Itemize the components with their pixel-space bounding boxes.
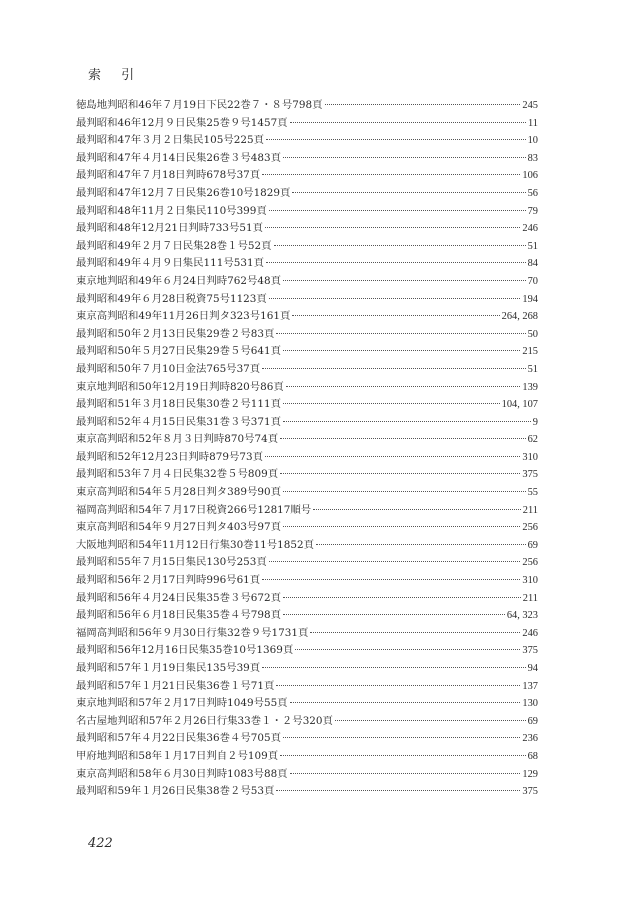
case-citation: 東京地判昭和57年２月17日判時1049号55頁 — [76, 697, 288, 710]
case-citation: 最判昭和52年４月15日民集31巻３号371頁 — [76, 415, 281, 428]
page-reference: 106 — [522, 170, 538, 182]
index-entry — [76, 766, 538, 784]
page-reference: 84 — [527, 258, 538, 270]
case-citation: 最判昭和49年６月28日税資75号1123頁 — [76, 292, 267, 305]
page-reference: 256 — [522, 522, 538, 534]
page-reference: 194 — [522, 293, 538, 305]
dot-leader — [283, 403, 500, 404]
index-entry — [76, 97, 538, 115]
page-reference: 55 — [527, 487, 538, 499]
index-entry — [76, 132, 538, 150]
running-header: 索 引 — [88, 68, 143, 83]
index-entry — [76, 730, 538, 748]
page-reference: 310 — [522, 575, 538, 587]
index-entry — [76, 466, 538, 484]
case-citation: 最判昭和57年１月19日集民135号39頁 — [76, 662, 261, 674]
page-reference: 375 — [522, 645, 538, 657]
case-citation: 最判昭和48年11月２日集民110号399頁 — [76, 204, 267, 217]
dot-leader — [276, 685, 520, 686]
index-entry — [76, 678, 538, 696]
dot-leader — [280, 755, 525, 756]
dot-leader — [290, 122, 526, 123]
case-citation: 東京地判昭和50年12月19日判時820号86頁 — [76, 380, 284, 393]
case-citation: 最判昭和49年４月９日集民111号531頁 — [76, 257, 264, 270]
index-entry — [76, 713, 538, 731]
case-citation: 東京高判昭和54年５月28日判タ389号90頁 — [76, 486, 281, 499]
dot-leader — [316, 544, 526, 545]
index-entry — [76, 308, 538, 326]
page-reference: 104, 107 — [501, 399, 538, 411]
dot-leader — [283, 737, 520, 738]
page-reference: 129 — [522, 768, 538, 780]
index-entry — [76, 502, 538, 520]
dot-leader — [290, 702, 521, 703]
dot-leader — [283, 157, 526, 158]
case-citation: 最判昭和47年12月７日民集26巻10号1829頁 — [76, 186, 291, 199]
case-citation: 最判昭和50年７月10日金法765号37頁 — [76, 362, 261, 375]
index-entry — [76, 625, 538, 643]
case-citation: 最判昭和50年５月27日民集29巻５号641頁 — [76, 345, 281, 358]
dot-leader — [286, 386, 521, 387]
dot-leader — [276, 790, 520, 791]
index-entry — [76, 607, 538, 625]
dot-leader — [283, 491, 526, 492]
index-entry — [76, 660, 538, 678]
page-reference: 139 — [522, 381, 538, 393]
dot-leader — [262, 579, 520, 580]
page-reference: 130 — [522, 698, 538, 710]
page-reference: 246 — [522, 223, 538, 235]
dot-leader — [262, 174, 520, 175]
page-reference: 211 — [522, 504, 538, 516]
index-entry — [76, 554, 538, 572]
page-reference: 50 — [527, 328, 538, 340]
page-reference: 215 — [522, 346, 538, 358]
index-entry — [76, 326, 538, 344]
page-reference: 10 — [527, 135, 538, 147]
case-citation: 大阪地判昭和54年11月12日行集30巻11号1852頁 — [76, 538, 315, 551]
index-entry — [76, 255, 538, 273]
case-citation: 最判昭和49年２月７日民集28巻１号52頁 — [76, 239, 272, 252]
dot-leader — [274, 245, 526, 246]
dot-leader — [262, 667, 525, 668]
case-citation: 名古屋地判昭和57年２月26日行集33巻１・２号320頁 — [76, 714, 333, 727]
index-entry — [76, 115, 538, 133]
page-reference: 375 — [522, 786, 538, 798]
index-entry — [76, 291, 538, 309]
dot-leader — [292, 192, 525, 193]
dot-leader — [280, 473, 520, 474]
case-citation: 徳島地判昭和46年７月19日下民22巻７・８号798頁 — [76, 99, 323, 111]
page-reference: 69 — [527, 539, 538, 551]
case-citation: 甲府地判昭和58年１月17日判自２号109頁 — [76, 749, 279, 762]
page-reference: 264, 268 — [501, 311, 538, 323]
index-entry — [76, 343, 538, 361]
case-citation: 最判昭和55年７月15日集民130号253頁 — [76, 556, 267, 569]
index-entry — [76, 273, 538, 291]
dot-leader — [325, 104, 521, 105]
page-reference: 56 — [527, 187, 538, 199]
case-citation: 最判昭和52年12月23日判時879号73頁 — [76, 450, 264, 463]
case-citation: 最判昭和56年６月18日民集35巻４号798頁 — [76, 609, 281, 622]
page-reference: 211 — [522, 592, 538, 604]
dot-leader — [280, 438, 525, 439]
dot-leader — [295, 649, 520, 650]
index-entry — [76, 361, 538, 379]
page-reference: 51 — [527, 240, 538, 252]
index-entry — [76, 642, 538, 660]
case-citation: 最判昭和57年１月21日民集36巻１号71頁 — [76, 679, 275, 692]
index-entry — [76, 449, 538, 467]
page-reference: 70 — [527, 275, 538, 287]
case-citation: 最判昭和59年１月26日民集38巻２号53頁 — [76, 785, 275, 798]
page-reference: 137 — [522, 680, 538, 692]
page-reference: 69 — [527, 715, 538, 727]
case-citation: 東京地判昭和49年６月24日判時762号48頁 — [76, 274, 281, 287]
page-reference: 79 — [527, 205, 538, 217]
index-entry — [76, 783, 538, 801]
page-reference: 245 — [522, 100, 538, 111]
dot-leader — [266, 262, 526, 263]
case-citation: 最判昭和56年４月24日民集35巻３号672頁 — [76, 591, 281, 604]
case-citation: 最判昭和50年２月13日民集29巻２号83頁 — [76, 327, 275, 340]
dot-leader — [292, 315, 499, 316]
page-reference: 62 — [527, 434, 538, 446]
page-reference: 9 — [532, 416, 538, 428]
page-number: 422 — [88, 836, 113, 851]
index-entry-list — [76, 97, 538, 801]
dot-leader — [283, 280, 526, 281]
case-citation: 最判昭和56年２月17日判時996号61頁 — [76, 574, 261, 587]
dot-leader — [290, 773, 521, 774]
dot-leader — [262, 368, 525, 369]
dot-leader — [265, 456, 520, 457]
dot-leader — [283, 526, 520, 527]
page-reference: 256 — [522, 557, 538, 569]
index-entry — [76, 150, 538, 168]
index-entry — [76, 431, 538, 449]
index-entry — [76, 203, 538, 221]
index-entry — [76, 379, 538, 397]
index-entry — [76, 167, 538, 185]
index-entry — [76, 590, 538, 608]
index-entry — [76, 572, 538, 590]
dot-leader — [283, 597, 521, 598]
page-reference: 51 — [527, 363, 538, 375]
index-entry — [76, 238, 538, 256]
case-citation: 最判昭和47年７月18日判時678号37頁 — [76, 169, 261, 182]
page-reference: 94 — [527, 663, 538, 674]
dot-leader — [269, 561, 521, 562]
dot-leader — [265, 227, 520, 228]
dot-leader — [269, 210, 526, 211]
dot-leader — [276, 333, 525, 334]
dot-leader — [283, 421, 531, 422]
index-entry — [76, 414, 538, 432]
case-citation: 東京高判昭和49年11月26日判タ323号161頁 — [76, 310, 291, 323]
case-citation: 最判昭和48年12月21日判時733号51頁 — [76, 222, 264, 235]
dot-leader — [313, 509, 521, 510]
index-entry — [76, 220, 538, 238]
case-citation: 最判昭和47年３月２日集民105号225頁 — [76, 134, 264, 147]
index-entry — [76, 748, 538, 766]
case-citation: 福岡高判昭和56年９月30日行集32巻９号1731頁 — [76, 626, 309, 639]
page-reference: 310 — [522, 451, 538, 463]
case-citation: 東京高判昭和58年６月30日判時1083号88頁 — [76, 767, 288, 780]
case-citation: 最判昭和47年４月14日民集26巻３号483頁 — [76, 151, 281, 164]
index-entry — [76, 396, 538, 414]
page-reference: 68 — [527, 750, 538, 762]
dot-leader — [335, 720, 526, 721]
case-citation: 最判昭和51年３月18日民集30巻２号111頁 — [76, 398, 281, 411]
case-citation: 東京高判昭和52年８月３日判時870号74頁 — [76, 433, 279, 446]
index-entry — [76, 519, 538, 537]
case-citation: 福岡高判昭和54年７月17日税資266号12817順号 — [76, 503, 312, 516]
dot-leader — [283, 350, 520, 351]
case-citation: 最判昭和53年７月４日民集32巻５号809頁 — [76, 468, 279, 481]
page-reference: 11 — [527, 117, 538, 129]
index-entry — [76, 695, 538, 713]
case-citation: 最判昭和57年４月22日民集36巻４号705頁 — [76, 732, 281, 745]
page-reference: 375 — [522, 469, 538, 481]
dot-leader — [266, 139, 526, 140]
case-citation: 最判昭和56年12月16日民集35巻10号1369頁 — [76, 644, 294, 657]
dot-leader — [283, 614, 505, 615]
case-citation: 最判昭和46年12月９日民集25巻９号1457頁 — [76, 116, 288, 129]
page-reference: 64, 323 — [506, 610, 538, 622]
dot-leader — [269, 298, 521, 299]
page-reference: 236 — [522, 733, 538, 745]
page-reference: 83 — [527, 152, 538, 164]
page-reference: 246 — [522, 627, 538, 639]
dot-leader — [310, 632, 520, 633]
index-entry — [76, 185, 538, 203]
index-entry — [76, 484, 538, 502]
case-citation: 東京高判昭和54年９月27日判タ403号97頁 — [76, 521, 281, 534]
index-entry — [76, 537, 538, 555]
